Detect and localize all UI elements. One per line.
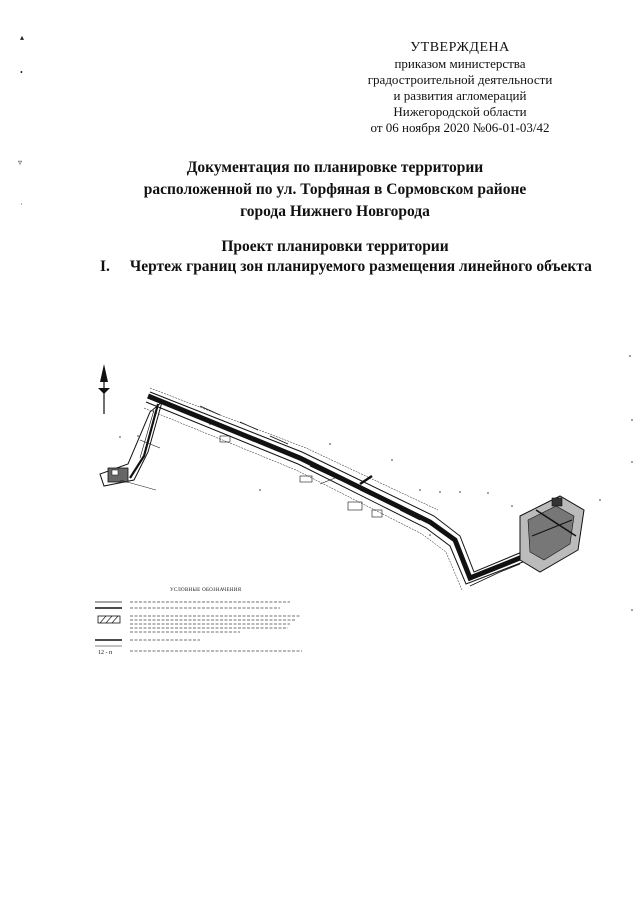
approval-line: и развития агломераций bbox=[393, 88, 527, 103]
margin-mark: ▴ bbox=[20, 33, 25, 42]
section-text: Чертеж границ зон планируемого размещения линейного объекта bbox=[129, 258, 592, 275]
title-line: расположенной по ул. Торфяная в Сормовском районе bbox=[143, 181, 527, 198]
approval-line: приказом министерства bbox=[394, 56, 526, 71]
margin-mark: · bbox=[20, 200, 23, 209]
margin-mark: ▿ bbox=[18, 158, 23, 167]
main-corridor bbox=[144, 388, 582, 590]
legend bbox=[90, 594, 310, 664]
legend-title: УСЛОВНЫЕ ОБОЗНАЧЕНИЯ bbox=[170, 588, 242, 593]
section-number: I. bbox=[100, 258, 110, 275]
title-line: Документация по планировке территории bbox=[186, 159, 484, 176]
section-heading bbox=[100, 257, 620, 277]
legend-label-12: 12 - п bbox=[98, 650, 113, 656]
north-arrow-icon bbox=[98, 364, 110, 414]
approval-block bbox=[340, 40, 580, 136]
margin-mark: • bbox=[20, 68, 23, 77]
approval-heading: УТВЕРЖДЕНА bbox=[410, 40, 510, 55]
approval-line: от 06 ноября 2020 №06-01-03/42 bbox=[370, 120, 550, 135]
document-title bbox=[0, 157, 640, 223]
left-branch bbox=[100, 402, 162, 490]
approval-line: градостроительной деятельности bbox=[367, 72, 553, 87]
project-title: Проект планировки территории bbox=[221, 238, 449, 255]
approval-line: Нижегородской области bbox=[393, 104, 527, 119]
title-line: города Нижнего Новгорода bbox=[240, 203, 430, 220]
